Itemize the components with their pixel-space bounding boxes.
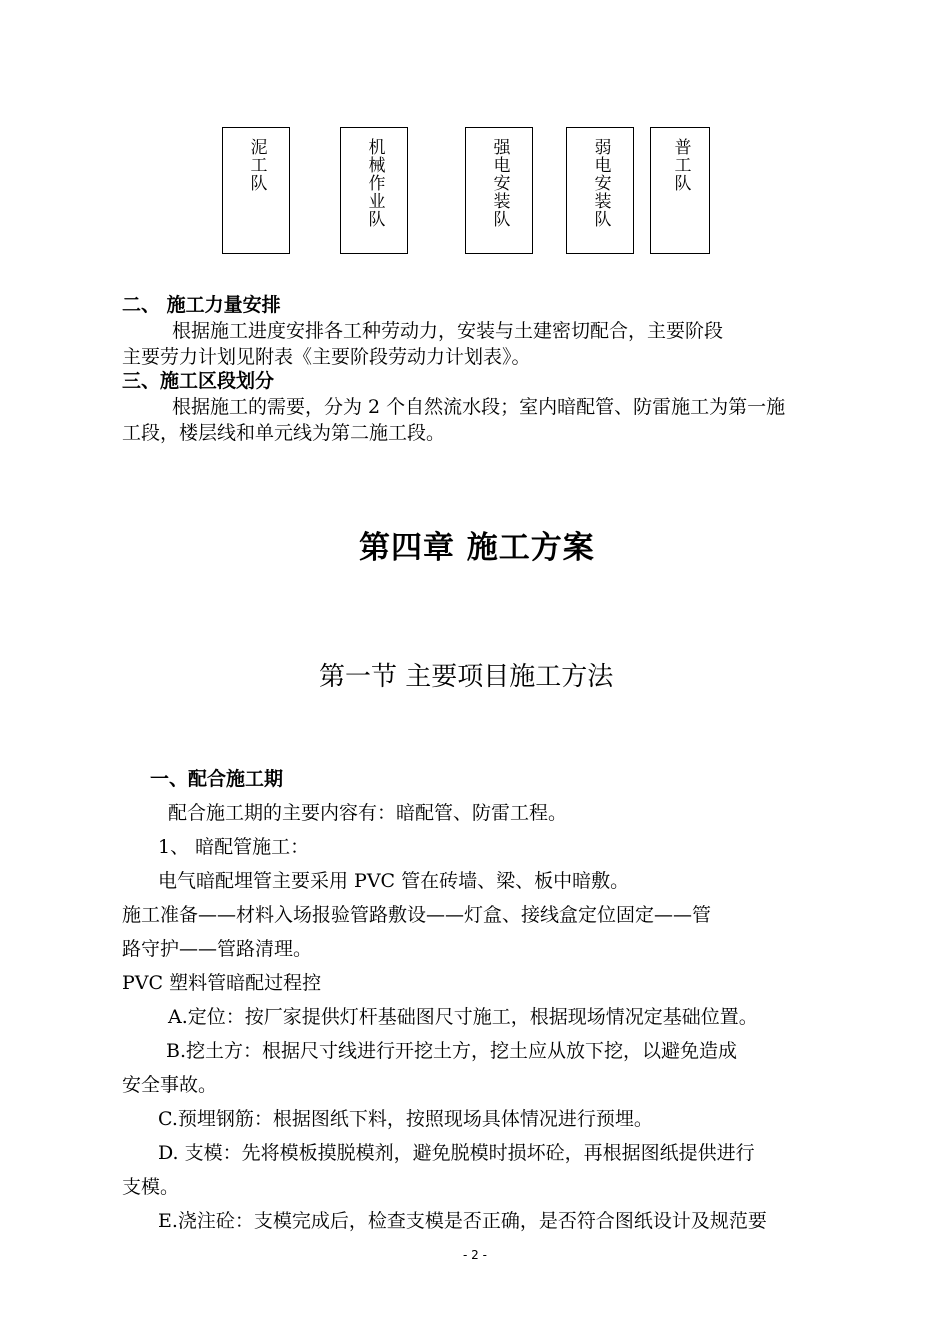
org-box-label: 泥工队 bbox=[246, 138, 267, 192]
org-box-machinery bbox=[340, 127, 408, 254]
paragraph-line: 工段，楼层线和单元线为第二施工段。 bbox=[122, 422, 446, 444]
part-heading: 一、配合施工期 bbox=[150, 768, 284, 790]
paragraph-line: 路守护——管路清理。 bbox=[122, 938, 313, 960]
org-box-label: 普工队 bbox=[670, 138, 691, 192]
paragraph-line: 安全事故。 bbox=[122, 1074, 218, 1096]
page-number: - 2 - bbox=[463, 1248, 487, 1262]
list-item: B.挖土方：根据尺寸线进行开挖土方，挖土应从放下挖，以避免造成 bbox=[166, 1040, 738, 1062]
paragraph-line: 支模。 bbox=[122, 1176, 180, 1198]
org-box-general-labor bbox=[650, 127, 710, 254]
paragraph-line: 施工准备——材料入场报验管路敷设——灯盒、接线盒定位固定——管 bbox=[122, 904, 712, 926]
paragraph-line: 配合施工期的主要内容有：暗配管、防雷工程。 bbox=[168, 802, 568, 824]
chapter-title: 第四章 施工方案 bbox=[359, 530, 595, 566]
list-item: D. 支模：先将模板摸脱模剂，避免脱模时损坏砼，再根据图纸提供进行 bbox=[158, 1142, 755, 1164]
paragraph-line: 根据施工的需要，分为 2 个自然流水段；室内暗配管、防雷施工为第一施 bbox=[172, 396, 786, 418]
list-item: A.定位：按厂家提供灯杆基础图尺寸施工，根据现场情况定基础位置。 bbox=[168, 1006, 758, 1028]
section-heading-zoning: 三、施工区段划分 bbox=[122, 370, 275, 392]
org-box-label: 强电安装队 bbox=[489, 138, 510, 228]
paragraph-line: 根据施工进度安排各工种劳动力，安装与土建密切配合，主要阶段 bbox=[172, 320, 724, 342]
section-title: 第一节 主要项目施工方法 bbox=[319, 662, 614, 692]
org-box-strong-current bbox=[465, 127, 533, 254]
list-item: C.预埋钢筋：根据图纸下料，按照现场具体情况进行预埋。 bbox=[158, 1108, 653, 1130]
org-box-label: 弱电安装队 bbox=[590, 138, 611, 228]
paragraph-line: PVC 塑料管暗配过程控 bbox=[122, 972, 322, 994]
org-box-mason bbox=[222, 127, 290, 254]
paragraph-line: 电气暗配埋管主要采用 PVC 管在砖墙、梁、板中暗敷。 bbox=[158, 870, 630, 892]
list-item: 1、 暗配管施工： bbox=[158, 836, 310, 858]
paragraph-line: 主要劳力计划见附表《主要阶段劳动力计划表》。 bbox=[122, 346, 531, 368]
section-heading-workforce: 二、 施工力量安排 bbox=[122, 294, 281, 316]
org-box-label: 机械作业队 bbox=[364, 138, 385, 228]
list-item: E.浇注砼：支模完成后，检查支模是否正确，是否符合图纸设计及规范要 bbox=[158, 1210, 767, 1232]
org-box-weak-current bbox=[566, 127, 634, 254]
